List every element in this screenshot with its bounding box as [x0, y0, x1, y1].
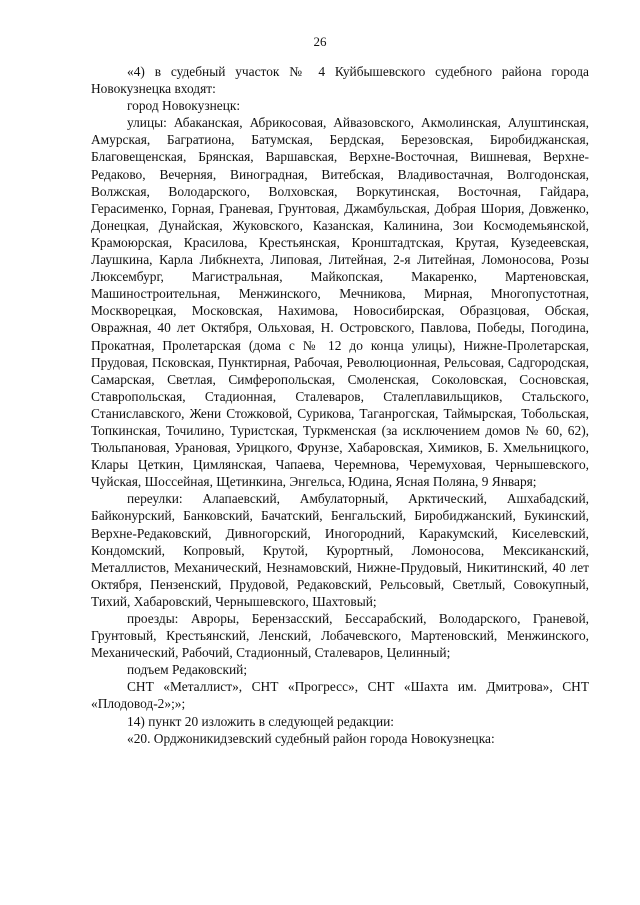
paragraph-court-section-4: «4) в судебный участок № 4 Куйбышевского судебного района города Новокузнецка входят: — [91, 64, 589, 97]
paragraph-snt: СНТ «Металлист», СНТ «Прогресс», СНТ «Шахта им. Дмитрова», СНТ «Плодовод-2»;»; — [91, 679, 589, 712]
paragraph-streets: улицы: Абаканская, Абрикосовая, Айвазовского, Акмолинская, Алуштинская, Амурская, Багратиона, Батумская, Бердская, Березовская, Биробиджанская, Благовещенская, Брянская, Варшавская, Верхне-Восточная, Вишневая, Верхне-Редаково, Вечерняя, Виноградная, Витебская, Владивостачная, Волгодонская, Волжская, Володарского, Волховская, Воркутинская, Восточная, Гайдара, Герасименко, Горная, Граневая, Грунтовая, Джамбульская, Добрая Шория, Довженко, Донецкая, Дунайская, Жуковского, Казанская, Калинина, Зои Космодемьянской, Крамоюрская, Красилова, Крестьянская, Кронштадтская, Крутая, Кузедеевская, Лаушкина, Карла Либкнехта, Липовая, Литейная, 2-я Литейная, Ломоносова, Розы Люксембург, Магистральная, Майкопская, Макаренко, Мартеновская, Машиностроительная, Менжинского, Мечникова, Мирная, Многопустотная, Москворецкая, Московская, Нахимова, Новосибирская, Образцовая, Обская, Овражная, 40 лет Октября, Ольховая, Н. Островского, Павлова, Победы, Погодина, Прокатная, Пролетарская (дома с № 12 до конца улицы), Нижне-Пролетарская, Прудовая, Псковская, Пунктирная, Рабочая, Революционная, Рельсовая, Садгородская, Самарская, Светлая, Симферопольская, Смоленская, Соколовская, Сосновская, Ставропольская, Стадионная, Сталеваров, Сталеплавильщиков, Стальского, Станиславского, Жени Стожковой, Сурикова, Таганрогская, Таймырская, Тобольская, Топкинская, Точилино, Туристская, Туркменская (за исключением домов № 60, 62), Тюльпановая, Урановая, Урицкого, Фрунзе, Хабаровская, Химиков, Б. Хмельницкого, Клары Цеткин, Цимлянская, Чапаева, Черемнова, Черемуховая, Чернышевского, Чуйская, Шоссейная, Щетинкина, Энгельса, Юдина, Ясная Поляна, 9 Января; — [91, 115, 589, 490]
paragraph-item-20: «20. Орджоникидзевский судебный район города Новокузнецка: — [127, 730, 495, 746]
paragraph-city: город Новокузнецк: — [127, 98, 241, 114]
page-number: 26 — [313, 34, 327, 49]
paragraph-passages: проезды: Авроры, Берензасский, Бессарабский, Володарского, Граневой, Грунтовый, Крестьянский, Ленский, Лобачевского, Мартеновский, Менжинского, Механический, Рабочий, Стадионный, Сталеваров, Целинный; — [91, 611, 589, 661]
paragraph-item-14: 14) пункт 20 изложить в следующей редакции: — [127, 713, 395, 729]
document-body — [91, 63, 589, 747]
paragraph-ascent: подъем Редаковский; — [127, 662, 248, 678]
paragraph-lanes: переулки: Алапаевский, Амбулаторный, Арктический, Ашхабадский, Байконурский, Банковский, Бачатский, Бенгальский, Биробиджанский, Букинский, Верхне-Редаковский, Дивногорский, Иногородний, Каракумский, Киселевский, Кондомский, Копровый, Крутой, Курортный, Ломоносова, Мексиканский, Металлистов, Механический, Незнамовский, Нижне-Прудовый, Никитинский, 40 лет Октября, Пензенский, Прудовой, Редаковский, Рельсовый, Светлый, Совокупный, Тихий, Хабаровский, Чернышевского, Шахтовый; — [91, 491, 589, 609]
